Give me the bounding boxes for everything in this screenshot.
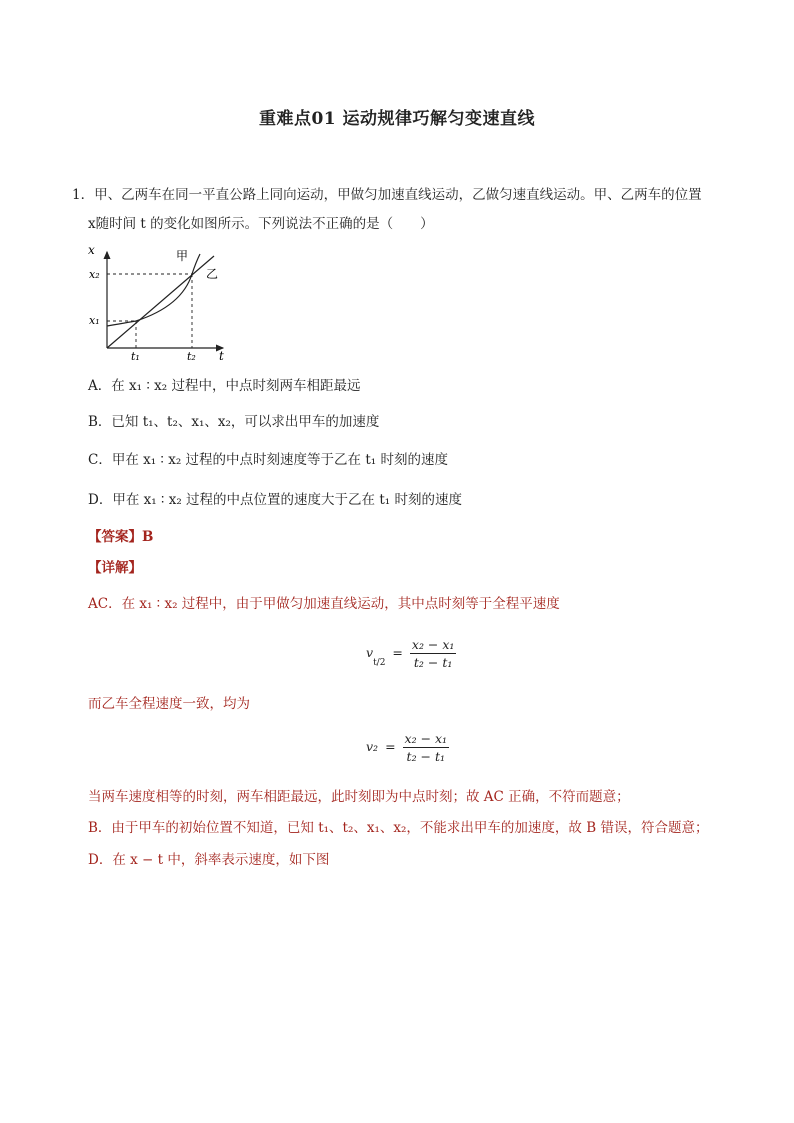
curve-jia <box>107 254 200 326</box>
explanation-p5: D．在 x − t 中，斜率表示速度，如下图 <box>88 852 330 868</box>
formula-2: v₂ = $\frac{\text{x₂ − x₁}}{\text{t₂ − t₁}}$ <box>366 731 448 764</box>
curve-jia-label: 甲 <box>176 249 189 263</box>
formula-1: $v_{t/2}$ = $\frac{\text{x₂ − x₁}}{\text{t₂ − t₁}}$ <box>366 637 455 670</box>
t2-tick-label: t₂ <box>187 350 196 363</box>
formula-1-sub: t/2 <box>373 657 386 668</box>
position-time-graph <box>86 240 226 365</box>
formula-1-lhs: v <box>366 645 374 660</box>
option-c: C．甲在 x₁ ∶ x₂ 过程的中点时刻速度等于乙在 t₁ 时刻的速度 <box>88 452 448 468</box>
x-axis-label: x <box>88 243 95 257</box>
formula-1-denominator: t₂ − t₁ <box>413 655 453 670</box>
explanation-p3: 当两车速度相等的时刻，两车相距最远，此时刻即为中点时刻；故 AC 正确，不符而题意； <box>88 789 630 805</box>
x1-tick-label: x₁ <box>89 314 100 327</box>
formula-2-lhs: v₂ <box>366 739 379 754</box>
option-a: A．在 x₁ ∶ x₂ 过程中，中点时刻两车相距最远 <box>88 378 361 394</box>
formula-2-denominator: t₂ − t₁ <box>406 749 446 764</box>
explanation-p1: AC．在 x₁ ∶ x₂ 过程中，由于甲做匀加速直线运动，其中点时刻等于全程平速度 <box>88 596 560 612</box>
answer: 【答案】B <box>88 529 154 545</box>
explanation-p2: 而乙车全程速度一致，均为 <box>88 696 250 712</box>
explanation-p4: B．由于甲车的初始位置不知道，已知 t₁、t₂、x₁、x₂，不能求出甲车的加速度，故 B 错误，符合题意； <box>88 820 709 836</box>
formula-2-numerator: x₂ − x₁ <box>404 731 448 746</box>
page-title: 重难点01 运动规律巧解匀变速直线 <box>258 109 536 129</box>
formula-1-numerator: x₂ − x₁ <box>411 637 455 652</box>
detail-label: 【详解】 <box>88 560 142 576</box>
line-yi-label: 乙 <box>206 267 219 281</box>
option-b: B．已知 t₁、t₂、x₁、x₂，可以求出甲车的加速度 <box>88 414 380 430</box>
question-line-1: 1．甲、乙两车在同一平直公路上同向运动，甲做匀加速直线运动，乙做匀速直线运动。甲、乙两车的位置 <box>72 187 702 203</box>
x2-tick-label: x₂ <box>89 268 100 281</box>
line-yi <box>107 256 214 348</box>
option-d: D．甲在 x₁ ∶ x₂ 过程的中点位置的速度大于乙在 t₁ 时刻的速度 <box>88 492 462 508</box>
t1-tick-label: t₁ <box>131 350 140 363</box>
t-axis-label: t <box>219 349 224 363</box>
question-line-2: x随时间 t 的变化如图所示。下列说法不正确的是（ ） <box>88 216 434 232</box>
